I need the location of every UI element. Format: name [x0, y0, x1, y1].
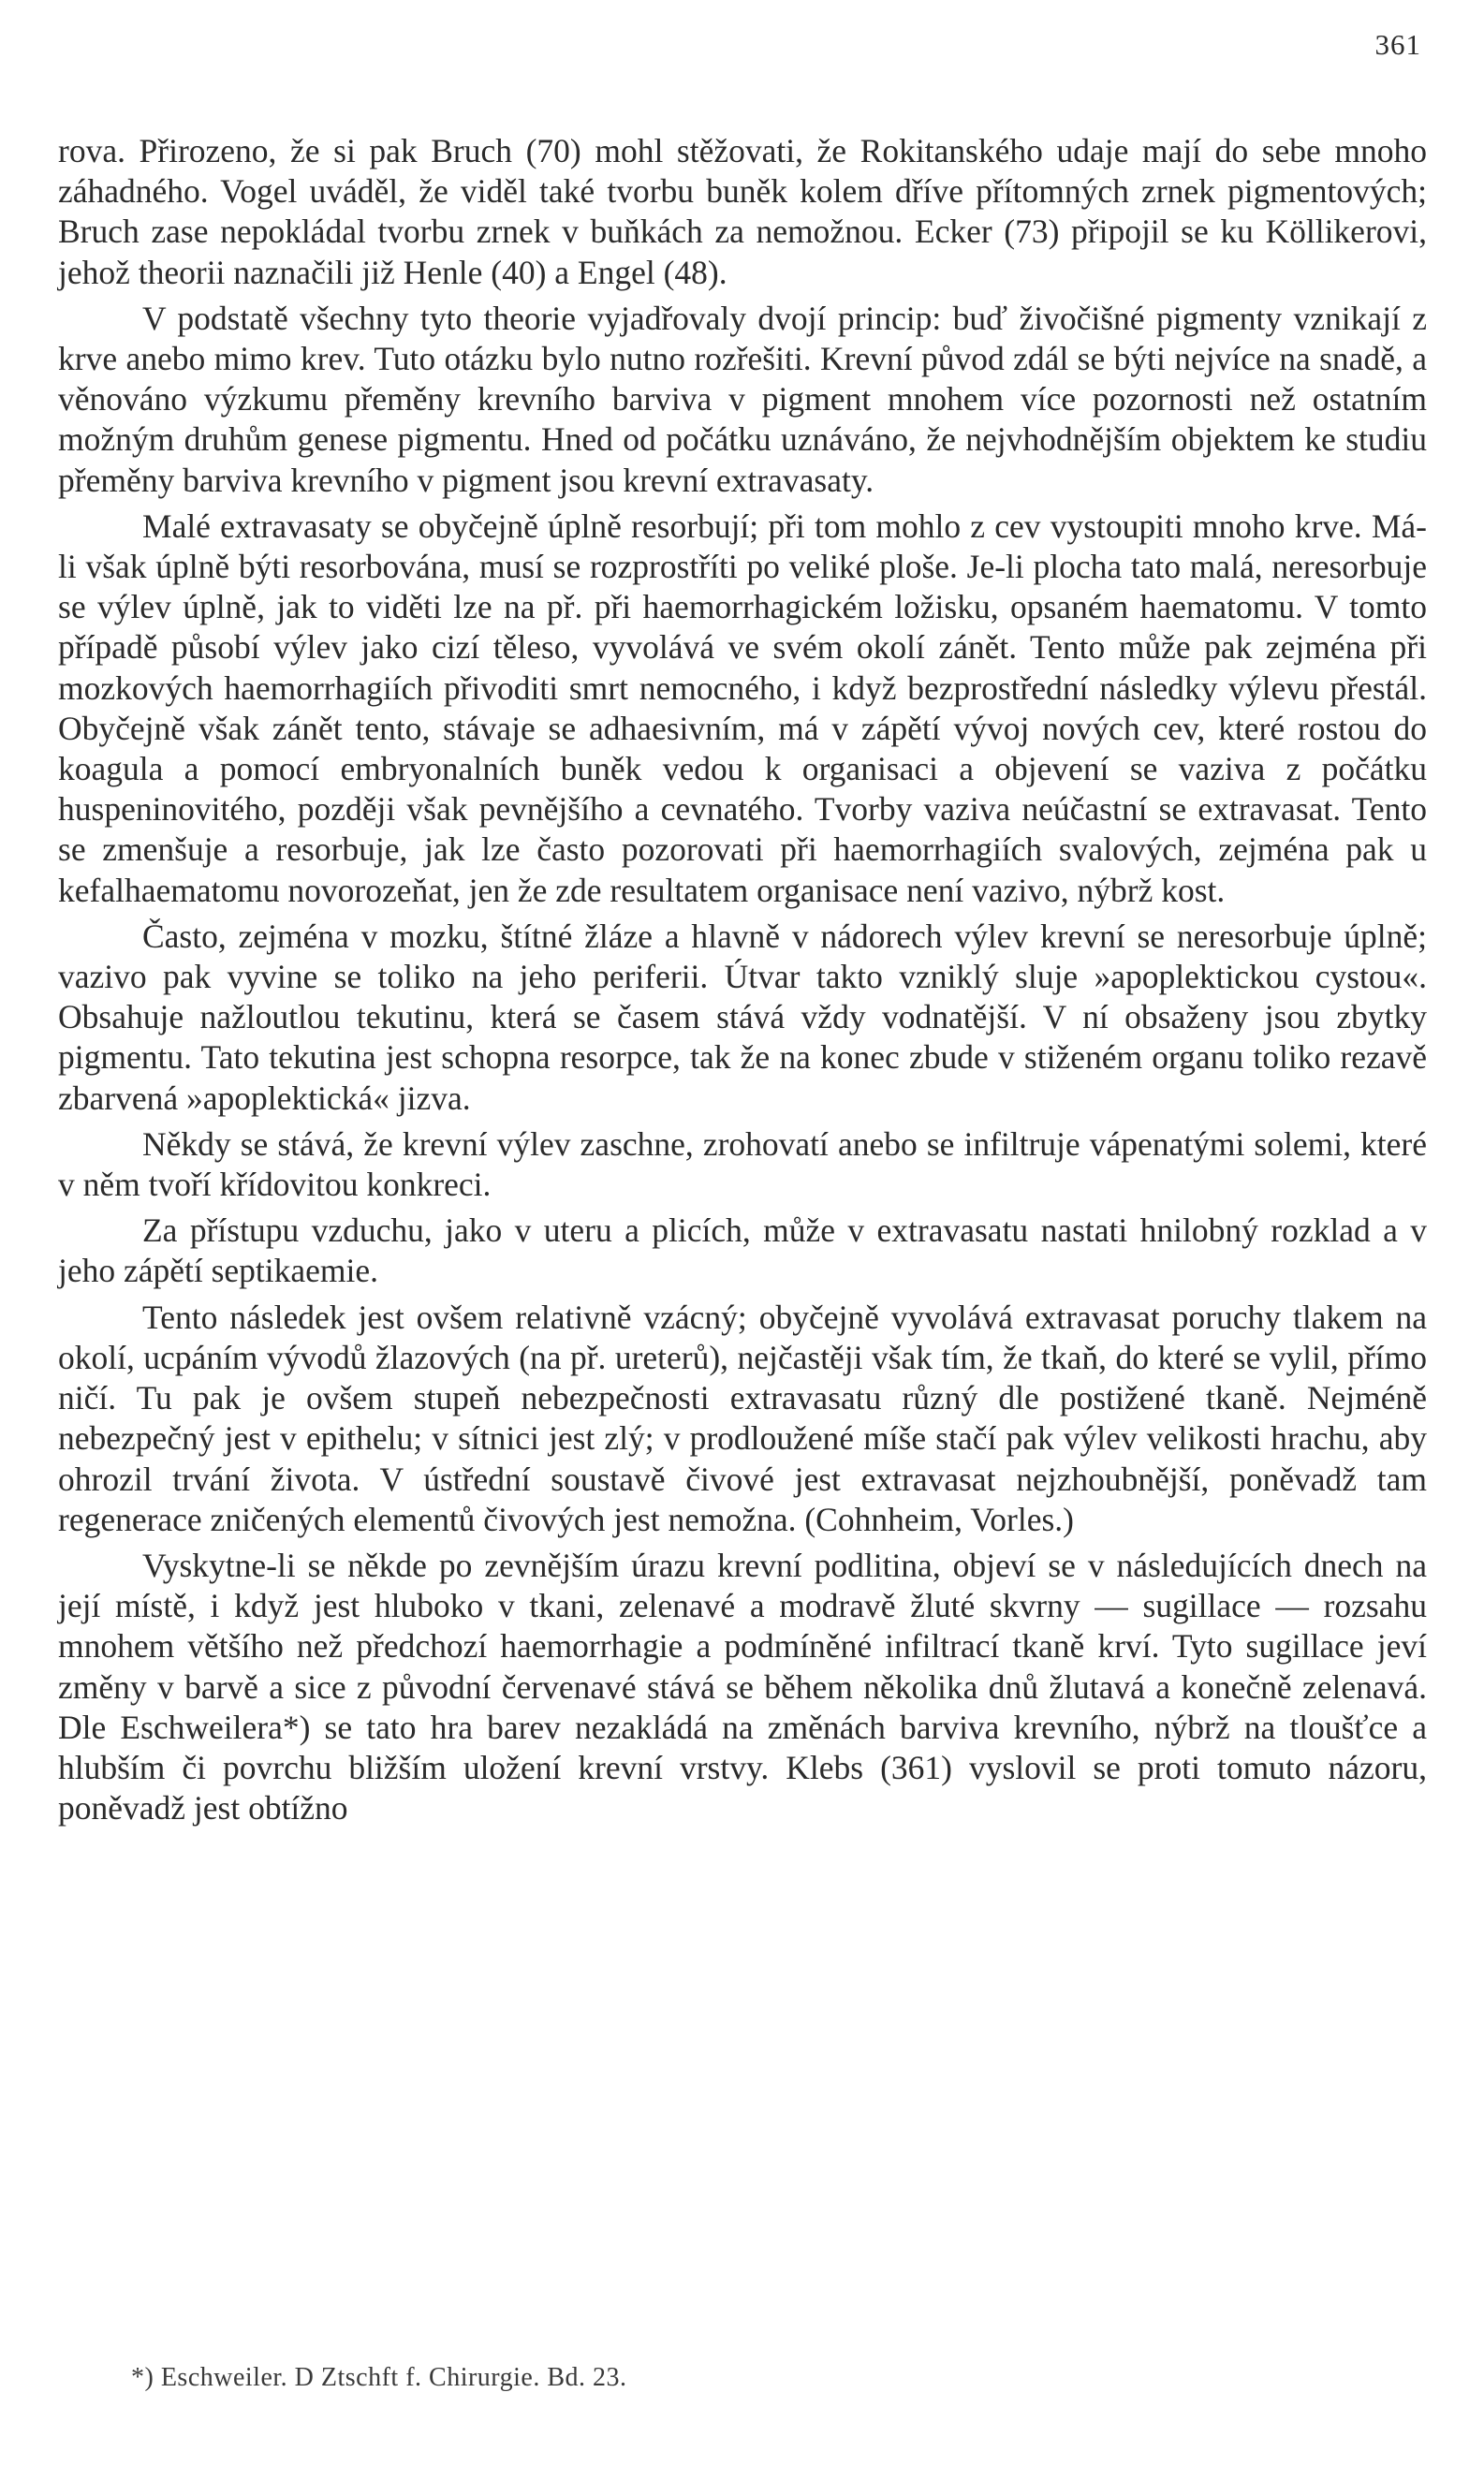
footnote: *) Eschweiler. D Ztschft f. Chirurgie. Bd. 23.: [131, 2363, 627, 2392]
paragraph-8: Vyskytne-li se někde po zevnějším úrazu krevní podlitina, objeví se v následujících dnech na její místě, i když jest hluboko v tkani, zelenavé a modravě žluté skvrny — sugillace — rozsahu mnohem většího než předchozí haemorrhagie a podmíněné infiltrací tkaně krví. Tyto sugillace jeví změny v barvě a sice z původní červenavé stává se během několika dnů žlutavá a konečně zelenavá. Dle Eschweilera*) se tato hra barev nezakládá na změnách barviva krevního, nýbrž na tloušťce a hlubším či povrchu bližším uložení krevní vrstvy. Klebs (361) vyslovil se proti tomuto názoru, poněvadž jest obtížno: [58, 1546, 1427, 1827]
paragraph-4: Často, zejména v mozku, štítné žláze a hlavně v nádorech výlev krevní se neresorbuje úplně; vazivo pak vyvine se toliko na jeho periferii. Útvar takto vzniklý sluje »apoplektickou cystou«. Obsahuje nažloutlou tekutinu, která se časem stává vždy vodnatější. V ní obsaženy jsou zbytky pigmentu. Tato tekutina jest schopna resorpce, tak že na konec zbude v stiženém organu toliko rezavě zbarvená »apoplektická« jizva.: [58, 917, 1427, 1117]
paragraph-3: Malé extravasaty se obyčejně úplně resorbují; při tom mohlo z cev vystoupiti mnoho krve. Má-li však úplně býti resorbována, musí se rozprostříti po veliké ploše. Je-li plocha tato malá, neresorbuje se výlev úplně, jak to viděti lze na př. při haemorrhagickém ložisku, opsaném haematomu. V tomto případě působí výlev jako cizí těleso, vyvolává ve svém okolí zánět. Tento může pak zejména při mozkových haemorrhagiích přivoditi smrt nemocného, i když bezprostřední následky výlevu přestál. Obyčejně však zánět tento, stávaje se adhaesivním, má v zápětí vývoj nových cev, které rostou do koagula a pomocí embryonalních buněk vedou k organisaci a objevení se vaziva z počátku huspeninovitého, později však pevnějšího a cevnatého. Tvorby vaziva neúčastní se extravasat. Tento se zmenšuje a resorbuje, jak lze často pozorovati při haemorrhagiích svalových, zejména pak u kefalhaematomu novorozeňat, jen že zde resultatem organisace není vazivo, nýbrž kost.: [58, 506, 1427, 909]
paragraph-2: V podstatě všechny tyto theorie vyjadřovaly dvojí princip: buď živočišné pigmenty vznikají z krve anebo mimo krev. Tuto otázku bylo nutno rozřešiti. Krevní původ zdál se býti nejvíce na snadě, a věnováno výzkumu přeměny krevního barviva v pigment mnohem více pozornosti než ostatním možným druhům genese pigmentu. Hned od počátku uznáváno, že nejvhodnějším objektem ke studiu přeměny barviva krevního v pigment jsou krevní extravasaty.: [58, 299, 1427, 499]
paragraph-1: rova. Přirozeno, že si pak Bruch (70) mohl stěžovati, že Rokitanského udaje mají do sebe mnoho záhadného. Vogel uváděl, že viděl také tvorbu buněk kolem dříve přítomných zrnek pigmentových; Bruch zase nepokládal tvorbu zrnek v buňkách za nemožnou. Ecker (73) připojil se ku Köllikerovi, jehož theorii naznačili již Henle (40) a Engel (48).: [58, 132, 1427, 291]
page-number: 361: [1374, 28, 1421, 61]
paragraph-5: Někdy se stává, že krevní výlev zaschne, zrohovatí anebo se infiltruje vápenatými solemi, které v něm tvoří křídovitou konkreci.: [58, 1124, 1427, 1204]
body-text: [58, 131, 1427, 1834]
paragraph-7: Tento následek jest ovšem relativně vzácný; obyčejně vyvolává extravasat poruchy tlakem na okolí, ucpáním vývodů žlazových (na př. ureterů), nejčastěji však tím, že tkaň, do které se vylil, přímo ničí. Tu pak je ovšem stupeň nebezpečnosti extravasatu různý dle postižené tkaně. Nejméně nebezpečný jest v epithelu; v sítnici jest zlý; v prodloužené míše stačí pak výlev velikosti hrachu, aby ohrozil trvání života. V ústřední soustavě čivové jest extravasat nejzhoubnější, poněvadž tam regenerace zničených elementů čivových jest nemožna. (Cohnheim, Vorles.): [58, 1298, 1427, 1538]
paragraph-6: Za přístupu vzduchu, jako v uteru a plicích, může v extravasatu nastati hnilobný rozklad a v jeho zápětí septikaemie.: [58, 1211, 1427, 1290]
